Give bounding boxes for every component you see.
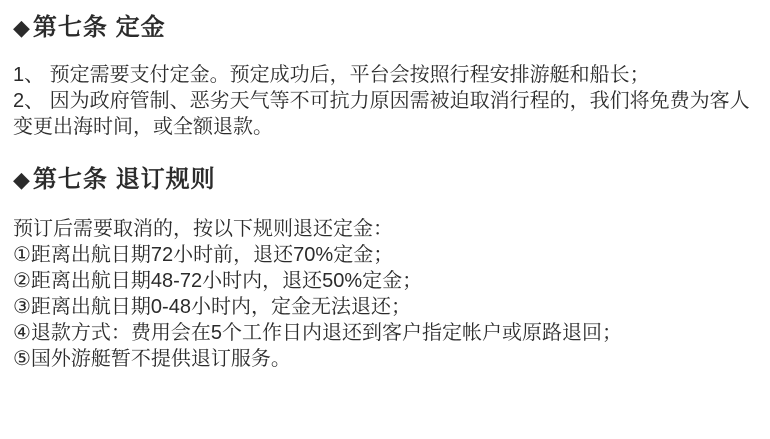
deposit-terms-list — [13, 62, 758, 140]
section-title-cancellation: 第七条 退订规则 — [32, 166, 216, 193]
section-heading-cancellation — [13, 164, 758, 196]
terms-line-rule-2: ②距离出航日期48-72小时内，退还50%定金； — [13, 270, 423, 292]
terms-line-rule-3: ③距离出航日期0-48小时内，定金无法退还； — [13, 296, 411, 318]
terms-line-deposit-2: 2、 因为政府管制、恶劣天气等不可抗力原因需被迫取消行程的，我们将免费为客人变更出海时间，或全额退款。 — [13, 90, 750, 138]
terms-line-deposit-1: 1、 预定需要支付定金。预定成功后，平台会按照行程安排游艇和船长； — [13, 64, 650, 86]
terms-line-rule-4: ④退款方式：费用会在5个工作日内退还到客户指定帐户或原路退回； — [13, 322, 623, 344]
cancellation-rules-list — [13, 216, 758, 372]
terms-line-cancellation-intro: 预订后需要取消的，按以下规则退还定金： — [13, 218, 393, 240]
section-title-deposit: 第七条 定金 — [32, 14, 166, 41]
terms-line-rule-5: ⑤国外游艇暂不提供退订服务。 — [13, 348, 291, 370]
diamond-bullet-icon: ◆ — [13, 167, 31, 192]
diamond-bullet-icon: ◆ — [13, 15, 31, 40]
terms-line-rule-1: ①距离出航日期72小时前，退还70%定金； — [13, 244, 394, 266]
section-heading-deposit — [13, 12, 758, 44]
